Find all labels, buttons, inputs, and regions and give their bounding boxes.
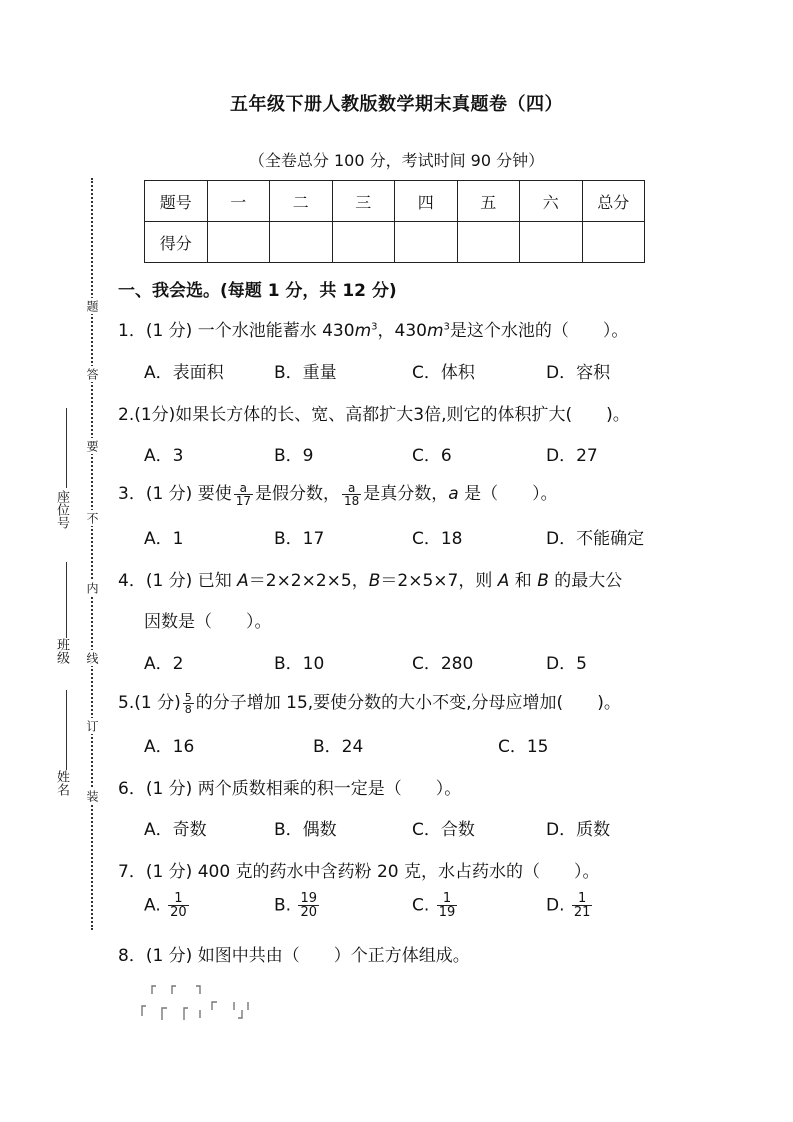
score-cell[interactable]: [457, 222, 520, 263]
fraction-numerator: 1: [572, 892, 593, 906]
question-1: [118, 316, 628, 341]
question-5: [118, 688, 621, 715]
option-b[interactable]: B．17: [274, 529, 325, 549]
option-c[interactable]: C．合数: [412, 820, 475, 840]
option-d[interactable]: D．5: [546, 654, 587, 674]
variable-text: A: [237, 571, 249, 591]
fraction-denominator: 19: [438, 905, 456, 920]
table-header-cell: 一: [207, 181, 270, 222]
seal-char: 订: [85, 720, 99, 732]
name-label: 姓名: [54, 770, 69, 796]
fraction-denominator: 18: [344, 493, 360, 508]
fraction-numerator: 1: [437, 892, 458, 906]
table-header-cell: 六: [520, 181, 583, 222]
option-c[interactable]: C．体积: [412, 363, 475, 383]
binding-dotted-line: [91, 178, 93, 930]
exam-subtitle: （全卷总分 100 分，考试时间 90 分钟）: [248, 151, 545, 170]
score-cell[interactable]: [207, 222, 270, 263]
table-header-cell: 二: [270, 181, 333, 222]
option-a[interactable]: A．16: [144, 737, 195, 757]
question-text: 是真分数，: [363, 484, 449, 504]
seal-char: 线: [85, 652, 99, 664]
section-heading: 一、我会选。(每题 1 分，共 12 分): [118, 281, 397, 301]
fraction-denominator: 20: [300, 905, 318, 920]
seat-number-blank[interactable]: [66, 408, 67, 488]
option-a[interactable]: A．1: [144, 529, 184, 549]
option-c[interactable]: C．280: [412, 654, 474, 674]
option-d[interactable]: D．27: [546, 446, 598, 466]
question-text: 3．(1 分) 要使: [118, 484, 232, 504]
question-7: 7．(1 分) 400 克的药水中含药粉 20 克，水占药水的（ ）。: [118, 862, 600, 882]
seat-number-label: 座位号: [54, 490, 69, 529]
option-c[interactable]: C．15: [498, 737, 549, 757]
question-text: 是这个水池的（ ）。: [449, 321, 629, 341]
variable-text: B: [368, 571, 381, 591]
fraction-numerator: 5: [184, 690, 192, 704]
option-c[interactable]: C．18: [412, 529, 463, 549]
class-label: 班级: [54, 638, 69, 664]
option-d[interactable]: [546, 892, 594, 919]
option-b[interactable]: B．偶数: [274, 820, 337, 840]
name-blank[interactable]: [66, 690, 67, 770]
fraction: [168, 892, 189, 919]
question-text: 的最大公: [548, 571, 623, 591]
question-text: ＝2×2×2×5，: [248, 571, 369, 591]
question-text: 4．(1 分) 已知: [118, 571, 238, 591]
question-text: 是（ ）。: [458, 484, 558, 504]
unit-text: m: [354, 321, 372, 341]
fraction-numerator: 1: [168, 892, 189, 906]
option-b[interactable]: B．9: [274, 446, 314, 466]
option-a[interactable]: A．2: [144, 654, 184, 674]
fraction: [298, 892, 319, 919]
option-b[interactable]: B．重量: [274, 363, 337, 383]
variable-text: B: [537, 571, 549, 591]
question-text: ，430: [377, 321, 427, 341]
class-blank[interactable]: [66, 562, 67, 638]
option-label: A.: [144, 895, 161, 916]
question-text: 的分子增加 15,要使分数的大小不变,分母应增加( )。: [195, 693, 621, 713]
fraction: [437, 892, 458, 919]
table-row-label: 得分: [145, 222, 208, 263]
option-a[interactable]: A．表面积: [144, 363, 224, 383]
option-label: C.: [412, 895, 430, 916]
fraction-denominator: 17: [235, 493, 251, 508]
score-cell[interactable]: [395, 222, 458, 263]
fraction-denominator: 21: [573, 905, 591, 920]
superscript: 3: [371, 321, 378, 333]
question-3: [118, 479, 558, 507]
seal-char: 要: [85, 440, 99, 452]
option-c[interactable]: [412, 892, 459, 919]
table-header-cell: 四: [395, 181, 458, 222]
variable-text: a: [448, 484, 459, 504]
score-cell[interactable]: [270, 222, 333, 263]
table-header-cell: 五: [457, 181, 520, 222]
question-text: 5.(1 分): [118, 693, 181, 713]
seal-char: 内: [85, 582, 99, 594]
variable-text: A: [497, 571, 510, 591]
fraction: [572, 892, 593, 919]
fraction-denominator: 20: [170, 905, 187, 920]
superscript: 3: [443, 321, 450, 333]
fraction: [234, 482, 253, 507]
table-row: [145, 222, 645, 263]
fraction-numerator: a: [234, 482, 253, 495]
option-label: B.: [274, 895, 292, 916]
score-table: [144, 180, 645, 263]
fraction-numerator: 19: [300, 891, 318, 906]
score-cell[interactable]: [332, 222, 395, 263]
page-title: 五年级下册人教版数学期末真题卷（四）: [230, 94, 563, 115]
option-b[interactable]: B．10: [274, 654, 325, 674]
question-6: 6．(1 分) 两个质数相乘的积一定是（ ）。: [118, 779, 462, 799]
fraction: [183, 692, 194, 715]
seal-char: 装: [85, 790, 99, 802]
cubes-figure: [138, 980, 258, 1028]
seal-char: 不: [85, 512, 99, 524]
score-cell[interactable]: [520, 222, 583, 263]
option-a[interactable]: [144, 892, 191, 919]
table-header-cell: 三: [332, 181, 395, 222]
option-a[interactable]: A．奇数: [144, 820, 207, 840]
option-label: D.: [546, 895, 565, 916]
seal-char: 题: [85, 300, 99, 312]
fraction-denominator: 8: [184, 702, 192, 716]
question-2: 2.(1分)如果长方体的长、宽、高都扩大3倍,则它的体积扩大( )。: [118, 405, 630, 425]
table-header-cell: 题号: [145, 181, 208, 222]
question-4-line2: 因数是（ ）。: [144, 612, 272, 632]
fraction-numerator: a: [342, 482, 361, 495]
option-c[interactable]: C．6: [412, 446, 452, 466]
table-row: [145, 181, 645, 222]
table-header-cell: 总分: [582, 181, 645, 222]
option-b[interactable]: B．24: [313, 737, 364, 757]
fraction: [342, 482, 361, 507]
option-d[interactable]: D．容积: [546, 363, 611, 383]
option-b[interactable]: [274, 892, 321, 919]
score-cell[interactable]: [582, 222, 645, 263]
unit-text: m: [426, 321, 444, 341]
question-8: 8．(1 分) 如图中共由（ ）个正方体组成。: [118, 946, 470, 966]
seal-char: 答: [85, 368, 99, 380]
option-a[interactable]: A．3: [144, 446, 184, 466]
question-text: ＝2×5×7，则: [380, 571, 498, 591]
option-d[interactable]: D．不能确定: [546, 529, 645, 549]
question-text: 1．(1 分) 一个水池能蓄水 430: [118, 321, 355, 341]
option-d[interactable]: D．质数: [546, 820, 611, 840]
question-4: [118, 566, 622, 591]
question-text: 和: [509, 571, 538, 591]
question-text: 是假分数，: [255, 484, 340, 504]
